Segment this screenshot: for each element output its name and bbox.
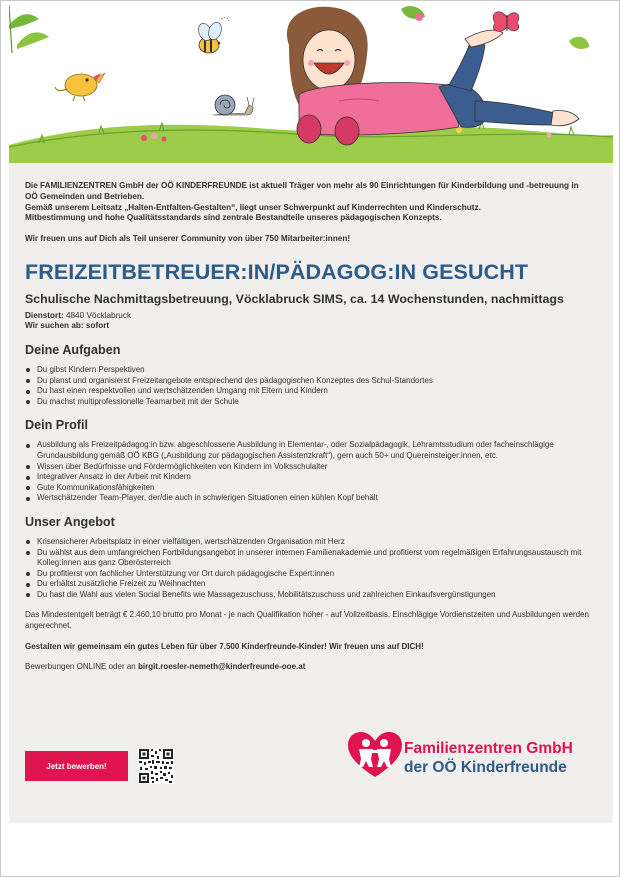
- list-item: Du planst und organisierst Freizeitangebote entsprechend des pädagogischen Konzeptes des Schul-Standortes: [25, 376, 593, 387]
- list-item: Wertschätzender Team-Player, der/die auch in schwierigen Situationen einen kühlen Kopf behält: [25, 493, 593, 504]
- intro-line-2: Gemäß unserem Leitsatz „Halten-Entfalten-Gestalten“, liegt unser Schwerpunkt auf Kinderrechten und Kinderschutz.: [25, 202, 481, 212]
- application-info: [25, 662, 593, 673]
- section-title-profil: Dein Profil: [25, 418, 88, 433]
- snail-icon: [213, 95, 254, 115]
- list-item: Integrativer Ansatz in der Arbeit mit Kindern: [25, 472, 593, 483]
- closing-text: Gestalten wir gemeinsam ein gutes Leben für über 7.500 Kinderfreunde-Kinder! Wir freuen uns auf DICH!: [25, 641, 424, 651]
- header-illustration: [9, 5, 613, 173]
- salary-text: Das Mindestentgelt beträgt € 2.460,10 brutto pro Monat - je nach Qualifikation höher - auf Vollzeitbasis. Einschlägige Vordienstzeiten und Ausbildungen werden angerechnet.: [25, 610, 589, 631]
- job-meta: [25, 311, 593, 332]
- list-item: Du gibst Kindern Perspektiven: [25, 365, 593, 376]
- profil-list: [25, 440, 593, 504]
- list-item: Du hast die Wahl aus vielen Social Benefits wie Massagezuschuss, Mobilitätszuschuss und zahlreichen Einkaufsvergünstigungen: [25, 590, 593, 601]
- logo-line-2: der OÖ Kinderfreunde: [404, 759, 567, 776]
- start-value: sofort: [85, 321, 110, 331]
- start-row: [25, 321, 593, 332]
- list-item: Wissen über Bedürfnisse und Fördermöglichkeiten von Kindern im Volksschulalter: [25, 462, 593, 473]
- logo-line-1: Familienzentren GmbH: [404, 740, 573, 757]
- list-item: Gute Kommunikationsfähigkeiten: [25, 483, 593, 494]
- qr-code-icon[interactable]: [138, 748, 174, 784]
- dienstort-row: [25, 311, 593, 322]
- list-item: Du wählst aus dem umfangreichen Fortbildungsangebot in unserer internen Familienakademie und profitierst vom regelmäßigen Erfahrungsaustausch mit Kolleg:innen aus ganz Oberösterreich: [25, 548, 593, 569]
- bee-icon: [196, 17, 229, 53]
- content: [25, 181, 593, 673]
- list-item: Krisensicherer Arbeitsplatz in einer vielfältigen, wertschätzenden Organisation mit Herz: [25, 537, 593, 548]
- list-item: Du erhältst zusätzliche Freizeit zu Weihnachten: [25, 579, 593, 590]
- start-label: Wir suchen ab:: [25, 321, 84, 331]
- intro-line-4: Wir freuen uns auf Dich als Teil unserer Community von über 750 Mitarbeiter:innen!: [25, 234, 351, 244]
- application-email[interactable]: birgit.roesler-nemeth@kinderfreunde-ooe.at: [137, 662, 306, 672]
- list-item: Du machst multiprofessionelle Teamarbeit mit der Schule: [25, 397, 593, 408]
- intro: [25, 181, 593, 245]
- apply-button[interactable]: Jetzt bewerben!: [25, 751, 128, 781]
- dienstort-label: Dienstort:: [25, 310, 64, 320]
- section-title-angebot: Unser Angebot: [25, 514, 115, 529]
- list-item: Ausbildung als Freizeitpädagog:in bzw. abgeschlossene Ausbildung in Elementar-, oder Sozialpädagogik, Lehramtsstudium oder facheinschlägige Grundausbildung gemäß OÖ KBG („Ausbildung zur pädagogischen Assistenzkraft“), gern auch 50+ und Quereinsteiger:innen, etc.: [25, 440, 593, 461]
- list-item: Du profitierst von fachlicher Unterstützung vor Ort durch pädagogische Expert:innen: [25, 569, 593, 580]
- intro-line-3: Mitbestimmung und hohe Qualitätsstandards sind zentrale Bestandteile unseres pädagogischen Konzepts.: [25, 213, 442, 223]
- bird-icon: [55, 73, 105, 101]
- job-subtitle: Schulische Nachmittagsbetreuung, Vöcklabruck SIMS, ca. 14 Wochenstunden, nachmittags: [25, 291, 564, 306]
- application-prefix: Bewerbungen ONLINE oder an: [25, 662, 138, 672]
- angebot-list: [25, 537, 593, 601]
- plant-icon: [9, 5, 49, 53]
- intro-line-1: Die FAMILIENZENTREN GmbH der OÖ KINDERFREUNDE ist aktuell Träger von mehr als 90 Einrichtungen für Kinderbildung und -betreuung in OÖ Gemeinden und Betrieben.: [25, 181, 579, 201]
- job-title: FREIZEITBETREUER:IN/PÄDAGOG:IN GESUCHT: [25, 259, 529, 284]
- list-item: Du hast einen respektvollen und wertschätzenden Umgang mit Eltern und Kindern: [25, 386, 593, 397]
- girl-illustration: [287, 7, 579, 145]
- section-title-aufgaben: Deine Aufgaben: [25, 342, 121, 357]
- dienstort-value: 4840 Vöcklabruck: [65, 310, 132, 320]
- butterfly-icon: [493, 12, 519, 31]
- aufgaben-list: [25, 365, 593, 407]
